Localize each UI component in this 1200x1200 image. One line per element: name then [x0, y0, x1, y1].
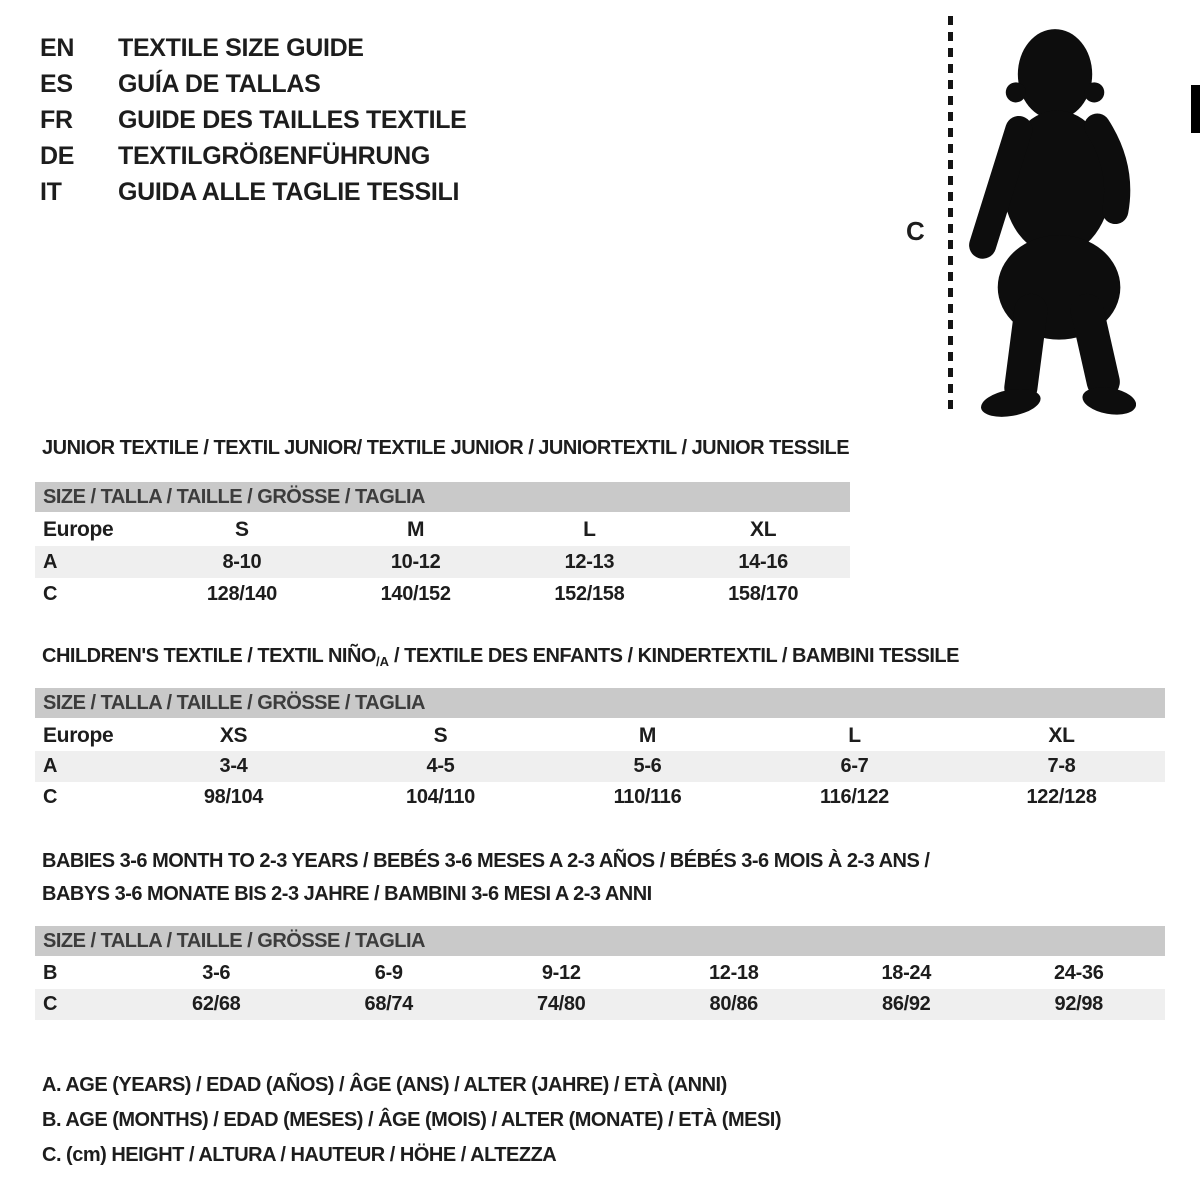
column-header: M [638, 723, 657, 747]
lang-code: ES [40, 69, 73, 98]
table-cell: 3-4 [219, 755, 248, 777]
table-cell: 98/104 [203, 786, 264, 808]
guide-title-fr: GUIDE DES TAILLES TEXTILE [118, 105, 467, 134]
table-cell: 14-16 [738, 550, 788, 573]
lang-code: DE [40, 141, 75, 170]
children-title-pre: CHILDREN'S TEXTILE / TEXTIL NIÑO [42, 645, 376, 667]
table-row-height [35, 578, 850, 610]
column-header: XS [219, 723, 248, 747]
children-size-table [35, 688, 1165, 813]
lang-row-de [40, 138, 467, 174]
row-label: C [43, 582, 58, 605]
table-cell: 6-7 [840, 755, 869, 777]
table-cell: 74/80 [537, 993, 586, 1015]
legend-line-a: A. AGE (YEARS) / EDAD (AÑOS) / ÂGE (ANS) / ALTER (JAHRE) / ETÀ (ANNI) [42, 1074, 727, 1096]
table-cell: 110/116 [613, 786, 682, 808]
table-cell: 9-12 [541, 962, 581, 984]
table-cell: 5-6 [633, 755, 662, 777]
column-header: Europe [43, 723, 114, 747]
junior-size-table [35, 482, 850, 610]
table-cell: 24-36 [1053, 962, 1104, 984]
row-label: B [43, 962, 58, 984]
table-cell: 68/74 [364, 993, 413, 1015]
table-row-age [35, 751, 1165, 782]
language-title-list [40, 30, 467, 210]
table-row-height [35, 989, 1165, 1020]
table-cell: 152/158 [554, 582, 625, 605]
table-cell: 12-13 [564, 550, 615, 573]
column-header: XL [1048, 723, 1075, 747]
legend-line-b: B. AGE (MONTHS) / EDAD (MESES) / ÂGE (MOIS) / ALTER (MONATE) / ETÀ (MESI) [42, 1109, 782, 1131]
lang-row-en [40, 30, 467, 66]
table-cell: 140/152 [380, 582, 451, 605]
guide-title-en: TEXTILE SIZE GUIDE [118, 33, 364, 62]
lang-row-it [40, 174, 467, 210]
lang-row-fr [40, 102, 467, 138]
guide-title-de: TEXTILGRÖßENFÜHRUNG [118, 141, 430, 170]
column-header: L [583, 518, 596, 541]
row-label: C [43, 993, 58, 1015]
babies-size-table [35, 926, 1165, 1020]
table-cell: 7-8 [1047, 755, 1076, 777]
row-label: A [43, 550, 58, 573]
babies-size-header-bar: SIZE / TALLA / TAILLE / GRÖSSE / TAGLIA [35, 926, 1165, 956]
table-cell: 4-5 [426, 755, 455, 777]
table-cell: 158/170 [728, 582, 799, 605]
children-title-sub: /A [375, 654, 389, 669]
lang-code: FR [40, 105, 73, 134]
height-dashed-line [948, 16, 953, 416]
table-cell: 92/98 [1054, 993, 1103, 1015]
children-title-post: / TEXTILE DES ENFANTS / KINDERTEXTIL / BAMBINI TESSILE [388, 645, 959, 667]
legend-line-c: C. (cm) HEIGHT / ALTURA / HAUTEUR / HÖHE / ALTEZZA [42, 1144, 557, 1166]
babies-section-title [42, 845, 929, 911]
column-header: XL [750, 518, 777, 541]
children-section-title [42, 645, 959, 669]
table-cell: 18-24 [881, 962, 932, 984]
page-edge-mark [1191, 85, 1200, 133]
table-cell: 8-10 [222, 550, 262, 573]
row-label: A [43, 755, 58, 777]
table-cell: 12-18 [708, 962, 759, 984]
table-cell: 62/68 [192, 993, 241, 1015]
table-cell: 128/140 [206, 582, 277, 605]
guide-title-es: GUÍA DE TALLAS [118, 69, 321, 98]
babies-title-line-2: BABYS 3-6 MONATE BIS 2-3 JAHRE / BAMBINI 3-6 MESI A 2-3 ANNI [42, 883, 652, 905]
column-header: S [433, 723, 448, 747]
children-size-header-bar: SIZE / TALLA / TAILLE / GRÖSSE / TAGLIA [35, 688, 1165, 718]
table-cell: 3-6 [202, 962, 231, 984]
table-cell: 6-9 [374, 962, 403, 984]
column-header: S [235, 518, 249, 541]
guide-title-it: GUIDA ALLE TAGLIE TESSILI [118, 177, 460, 206]
row-label: C [43, 786, 58, 808]
table-cell: 122/128 [1026, 786, 1097, 808]
table-cell: 10-12 [390, 550, 441, 573]
junior-column-header-row [35, 514, 850, 546]
table-row-age [35, 546, 850, 578]
column-header: Europe [43, 518, 114, 541]
toddler-silhouette-icon [966, 14, 1136, 418]
table-cell: 86/92 [882, 993, 931, 1015]
column-header: M [407, 518, 425, 541]
lang-code: EN [40, 33, 75, 62]
junior-section-title: JUNIOR TEXTILE / TEXTIL JUNIOR/ TEXTILE JUNIOR / JUNIORTEXTIL / JUNIOR TESSILE [42, 437, 850, 459]
babies-title-line-1: BABIES 3-6 MONTH TO 2-3 YEARS / BEBÉS 3-6 MESES A 2-3 AÑOS / BÉBÉS 3-6 MOIS À 2-3 ANS / [42, 850, 930, 872]
lang-code: IT [40, 177, 62, 206]
children-column-header-row [35, 720, 1165, 751]
measurement-legend [42, 1068, 781, 1173]
table-cell: 104/110 [406, 786, 475, 808]
table-cell: 116/122 [820, 786, 889, 808]
table-row-height [35, 782, 1165, 813]
table-row-age-months [35, 958, 1165, 989]
lang-row-es [40, 66, 467, 102]
junior-size-header-bar: SIZE / TALLA / TAILLE / GRÖSSE / TAGLIA [35, 482, 850, 512]
height-measure-label: C [906, 216, 925, 246]
column-header: L [848, 723, 861, 747]
table-cell: 80/86 [709, 993, 758, 1015]
